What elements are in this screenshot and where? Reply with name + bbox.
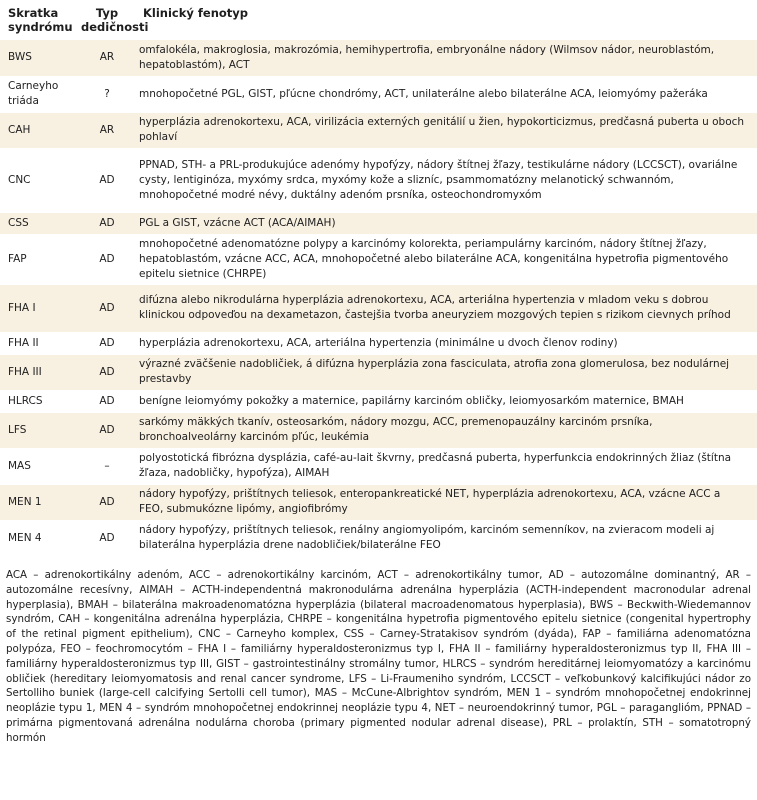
cell-phenotype: nádory hypofýzy, prištítnych teliesok, renálny angiomyolipóm, karcinóm semenníkov, na zvieracom modeli aj bilaterálna hyperplázia drene nadobličiek/bilaterálne FEO (139, 524, 715, 552)
cell-phenotype: hyperplázia adrenokortexu, ACA, virilizácia externých genitálií u žien, hypokorticizmus, predčasná puberta u oboch pohlaví (135, 112, 757, 148)
cell-inheritance: AD (79, 148, 135, 212)
cell-phenotype: PPNAD, STH- a PRL-produkujúce adenómy hypofýzy, nádory štítnej žľazy, testikulárne nádory (LCCSCT), ovariálne cysty, lentiginóza, myxómy srdca, myxómy kože a slizníc, psammomatózny melanotický schwannóm, mnohopočetné modré névy, duktálny adenóm prsníka, osteochondromyxóm (135, 148, 757, 212)
cell-inheritance: AD (79, 284, 135, 332)
table-row (0, 332, 757, 354)
table-row (0, 212, 757, 234)
table-header-row (0, 4, 757, 40)
cell-phenotype: hyperplázia adrenokortexu, ACA, arteriálna hypertenzia (minimálne u dvoch členov rodiny) (135, 332, 757, 354)
table-row (0, 112, 757, 148)
cell-inheritance: AD (79, 354, 135, 390)
cell-abbr: MEN 4 (8, 531, 42, 544)
cell-phenotype: difúzna alebo nikrodulárna hyperplázia adrenokortexu, ACA, arteriálna hypertenzia v mladom veku s dobrou klinickou odpoveďou na dexametazon, častejšia tvorba aneuryziem mozgových tepien s rizikom cievnych príhod (135, 284, 757, 332)
cell-abbr: MEN 1 (0, 484, 79, 520)
cell-phenotype: mnohopočetné PGL, GIST, pľúcne chondrómy, ACT, unilaterálne alebo bilaterálne ACA, leiomyómy pažeráka (135, 76, 757, 112)
cell-phenotype: nádory hypofýzy, prištítnych teliesok, enteropankreatické NET, hyperplázia adrenokortexu, ACA, vzácne ACC a FEO, submukózne lipómy, angiofibrómy (135, 484, 757, 520)
cell-phenotype: omfalokéla, makroglosia, makrozómia, hemihypertrofia, embryonálne nádory (Wilmsov nádor, neuroblastóm, hepatoblastóm), ACT (135, 40, 757, 76)
table-row (0, 40, 757, 76)
cell-abbr: CSS (0, 212, 79, 234)
cell-phenotype: mnohopočetné adenomatózne polypy a karcinómy kolorekta, periampulárny karcinóm, nádory štítnej žľazy, hepatoblastóm, vzácne ACC, ACA, mnohopočetné alebo bilaterálne ACA, kongenitálna hypetrofia pigmentového epitelu sietnice (CHRPE) (135, 234, 757, 284)
table-row (0, 412, 757, 448)
abbreviations-footnote: ACA – adrenokortikálny adenóm, ACC – adrenokortikálny karcinóm, ACT – adrenokortikálny tumor, AD – autozomálne dominantný, AR – autozomálne recesívny, AIMAH – ACTH-independentná makronodulárna adrenálna hyperplázia (ACTH-independent macronodular adrenal hyperplasia), BMAH – bilaterálna makroadenomatózna hyperplázia (bilateral macroadenomatous hyperplasia), BWS – Beckwith-Wiedemannov syndróm, CAH – kongenitálna adrenálna hyperplázia, CHRPE – kongenitálna hypetrofia pigmentového epitelu sietnice (congenital hypertrophy of the retinal pigment epithelium), CNC – Carneyho komplex, CSS – Carney-Stratakisov syndróm (dyáda), FAP – familiárna adenomatózna polypóza, FEO – feochromocytóm – FHA I – familiárny hyperaldosteronizmus typ I, FHA II – familiárny hyperaldosteronizmus typ II, FHA III – familiárny hyperaldosteronizmus typ III, GIST – gastrointestinálny stromálny tumor, HLRCS – syndróm hereditárnej leiomyomatózy a karcinómu obličiek (hereditary leiomyomatosis and renal cancer syndrome, LFS – Li-Fraumeniho syndróm, LCCSCT – veľkobunkový kalcifikujúci nádor zo Sertolliho buniek (large-cell calcifying Sertolli cell tumor), MAS – McCune-Albrightov syndróm, MEN 1 – syndróm mnohopočetnej endokrinnej neoplázie typu 1, MEN 4 – syndróm mnohopočetnej endokrinnej neoplázie typu 4, NET – neuroendokrinný tumor, PGL – paragangliόm, PPNAD – primárna pigmentovaná adrenálna nodulárna choroba (primary pigmented nodular adrenal disease), PRL – prolaktín, STH – somatotropný hormón (6, 569, 751, 744)
cell-inheritance: AD (79, 332, 135, 354)
cell-abbr: FHA I (0, 284, 79, 332)
table-row (0, 148, 757, 212)
table-row (0, 390, 757, 412)
cell-phenotype: benígne leiomyómy pokožky a maternice, papilárny karcinóm obličky, leiomyosarkóm maternice, BMAH (135, 390, 757, 412)
table-row (0, 76, 757, 112)
cell-phenotype: sarkómy mäkkých tkanív, osteosarkóm, nádory mozgu, ACC, premenopauzálny karcinóm prsníka, bronchoalveolárny karcinóm pľúc, leukémia (135, 412, 757, 448)
cell-abbr: BWS (0, 40, 79, 76)
cell-inheritance: AD (79, 484, 135, 520)
table-row (0, 484, 757, 520)
cell-abbr: CNC (0, 148, 79, 212)
cell-inheritance: – (79, 448, 135, 484)
cell-phenotype: PGL a GIST, vzácne ACT (ACA/AIMAH) (135, 212, 757, 234)
header-phenotype: Klinický fenotyp (143, 6, 249, 20)
cell-abbr: FAP (0, 234, 79, 284)
cell-inheritance: AD (79, 234, 135, 284)
cell-inheritance: AD (79, 212, 135, 234)
header-inheritance: Typ dedičnosti (81, 6, 149, 34)
cell-inheritance: ? (79, 76, 135, 112)
syndrome-table (0, 4, 757, 556)
cell-abbr: LFS (0, 412, 79, 448)
cell-abbr: CAH (0, 112, 79, 148)
table-row (0, 234, 757, 284)
cell-inheritance: AD (99, 531, 115, 544)
cell-inheritance: AD (79, 412, 135, 448)
cell-abbr: MAS (0, 448, 79, 484)
cell-abbr: FHA III (0, 354, 79, 390)
table-row (0, 448, 757, 484)
header-abbr: Skratka syndrómu (8, 6, 73, 34)
cell-inheritance: AR (79, 112, 135, 148)
table-row (0, 520, 757, 556)
cell-inheritance: AD (79, 390, 135, 412)
cell-abbr: FHA II (0, 332, 79, 354)
cell-inheritance: AR (79, 40, 135, 76)
table-body (0, 40, 757, 556)
cell-phenotype: polyostotická fibrózna dysplázia, café-au-lait škvrny, predčasná puberta, hyperfunkcia endokrinných žliaz (štítna žľaza, nadobličky, hypofýza), AIMAH (135, 448, 757, 484)
cell-phenotype: výrazné zväčšenie nadobličiek, á difúzna hyperplázia zona fasciculata, atrofia zona glomerulosa, bez nodulárnej prestavby (135, 354, 757, 390)
table-row (0, 354, 757, 390)
cell-abbr: HLRCS (0, 390, 79, 412)
cell-abbr: Carneyho triáda (0, 76, 79, 112)
table-row (0, 284, 757, 332)
